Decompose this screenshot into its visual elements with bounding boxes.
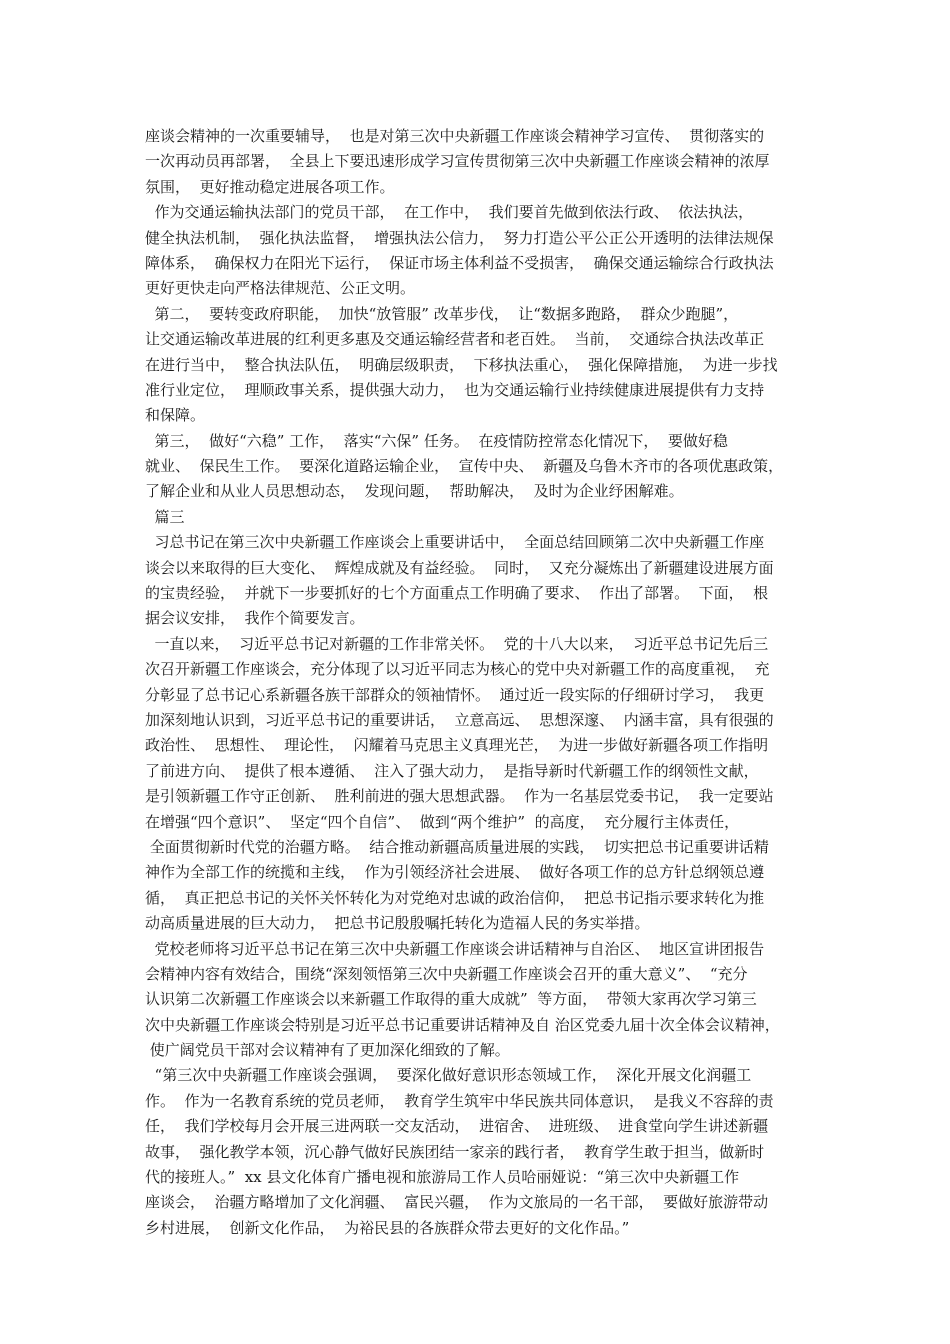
text-line: 的宝贵经验， 并就下一步要抓好的七个方面重点工作明确了要求、 作出了部署。 下面， 根 [145,584,769,603]
text-line: 在增强“四个意识”、 坚定“四个自信”、 做到“两个维护” 的高度， 充分履行主体责任， [145,812,740,831]
text-line: 第二， 要转变政府职能， 加快“放管服” 改革步伐， 让“数据多跑路， 群众少跑腿”， [145,304,739,323]
text-line: 第三， 做好“六稳” 工作， 落实“六保” 任务。 在疫情防控常态化情况下， 要做好稳 [145,431,728,450]
text-line: 代的接班人。” xx 县文化体育广播电视和旅游局工作人员哈丽娅说：“第三次中央新疆工作 [145,1168,740,1187]
text-line: 循， 真正把总书记的关怀关怀转化为对党绝对忠诚的政治信仰， 把总书记指示要求转化为推 [145,888,765,907]
text-line: 次召开新疆工作座谈会，充分体现了以习近平同志为核心的党中央对新疆工作的高度重视， 充 [145,660,770,679]
text-line: 任， 我们学校每月会开展三进两联一交友活动， 进宿舍、 进班级、 进食堂向学生讲述新疆 [145,1117,769,1136]
text-line: 座谈会精神的一次重要辅导， 也是对第三次中央新疆工作座谈会精神学习宣传、 贯彻落实的 [145,127,765,145]
text-line: 分彰显了总书记心系新疆各族干部群众的领袖情怀。 通过近一段实际的仔细研讨学习， 我更 [145,685,765,704]
text-line: 在进行当中， 整合执法队伍， 明确层级职责， 下移执法重心， 强化保障措施， 为进一步找 [145,355,778,374]
text-line: 谈会以来取得的巨大变化、 辉煌成就及有益经验。 同时， 又充分凝炼出了新疆建设进展方面 [145,558,774,577]
text-line: 使广阔党员干部对会议精神有了更加深化细致的了解。 [145,1041,510,1060]
text-line: 障体系， 确保权力在阳光下运行， 保证市场主体利益不受损害， 确保交通运输综合行政执法 [145,253,774,272]
text-line: 让交通运输改革进展的红利更多惠及交通运输经营者和老百姓。 当前， 交通综合执法改革正 [145,330,765,349]
text-line: 动高质量进展的巨大动力， 把总书记殷殷嘱托转化为造福人民的务实举措。 [145,914,650,933]
text-line: 认识第二次新疆工作座谈会以来新疆工作取得的重大成就” 等方面， 带领大家再次学习第三 [145,990,757,1009]
text-line: 神作为全部工作的统揽和主线， 作为引领经济社会进展、 做好各项工作的总方针总纲领总遵 [145,863,765,882]
text-line: 政治性、 思想性、 理论性， 闪耀着马克思主义真理光芒， 为进一步做好新疆各项工作指明 [145,736,769,755]
text-line: 全面贯彻新时代党的治疆方略。 结合推动新疆高质量进展的实践， 切实把总书记重要讲话精 [145,837,769,856]
text-line: 了前进方向、 提供了根本遵循、 注入了强大动力， 是指导新时代新疆工作的纲领性文献， [145,761,759,780]
text-line: 作。 作为一名教育系统的党员老师， 教育学生筑牢中华民族共同体意识， 是我义不容辞的责 [145,1091,774,1110]
text-line: 氛围， 更好推动稳定进展各项工作。 [145,177,395,196]
text-line: 党校老师将习近平总书记在第三次中央新疆工作座谈会讲话精神与自治区、 地区宣讲团报告 [145,939,765,958]
text-line: 作为交通运输执法部门的党员干部， 在工作中， 我们要首先做到依法行政、 依法执法， [145,203,754,222]
text-line: 了解企业和从业人员思想动态， 发现问题， 帮助解决， 及时为企业纾困解难。 [145,482,684,501]
text-line: 更好更快走向严格法律规范、公正文明。 [145,279,416,298]
text-line: 习总书记在第三次中央新疆工作座谈会上重要讲话中， 全面总结回顾第二次中央新疆工作座 [145,533,765,552]
text-line: “第三次中央新疆工作座谈会强调， 要深化做好意识形态领域工作， 深化开展文化润疆工 [145,1066,752,1085]
text-line: 和保障。 [145,406,206,425]
text-line: 会精神内容有效结合，围绕“深刻领悟第三次中央新疆工作座谈会召开的重大意义”、 “充分 [145,964,748,983]
document-body [145,124,810,1241]
text-line: 一次再动员再部署， 全县上下要迅速形成学习宣传贯彻第三次中央新疆工作座谈会精神的浓厚 [145,152,770,171]
text-line: 次中央新疆工作座谈会特别是习近平总书记重要讲话精神及自 治区党委九届十次全体会议精神， [145,1015,780,1034]
text-line: 加深刻地认识到，习近平总书记的重要讲话， 立意高远、 思想深邃、 内涵丰富，具有很强的 [145,710,774,729]
text-line: 座谈会， 治疆方略增加了文化润疆、 富民兴疆， 作为文旅局的一名干部， 要做好旅游带动 [145,1193,769,1212]
text-line: 健全执法机制， 强化执法监督， 增强执法公信力， 努力打造公平公正公开透明的法律法规保 [145,228,774,247]
text-line: 一直以来， 习近平总书记对新疆的工作非常关怀。 党的十八大以来， 习近平总书记先后三 [145,634,769,653]
text-line: 据会议安排， 我作个简要发言。 [145,609,365,628]
text-line: 准行业定位， 理顺政事关系，提供强大动力， 也为交通运输行业持续健康进展提供有力支持 [145,380,765,399]
text-line: 乡村进展， 创新文化作品， 为裕民县的各族群众带去更好的文化作品。” [145,1218,630,1237]
text-line: 篇三 [145,507,185,526]
text-line: 故事， 强化教学本领，沉心静气做好民族团结一家亲的践行者， 教育学生敢于担当，做新时 [145,1142,765,1161]
text-line: 就业、 保民生工作。 要深化道路运输企业， 宣传中央、 新疆及乌鲁木齐市的各项优惠政策， [145,457,784,476]
text-line: 是引领新疆工作守正创新、 胜利前进的强大思想武器。 作为一名基层党委书记， 我一定要站 [145,787,774,806]
